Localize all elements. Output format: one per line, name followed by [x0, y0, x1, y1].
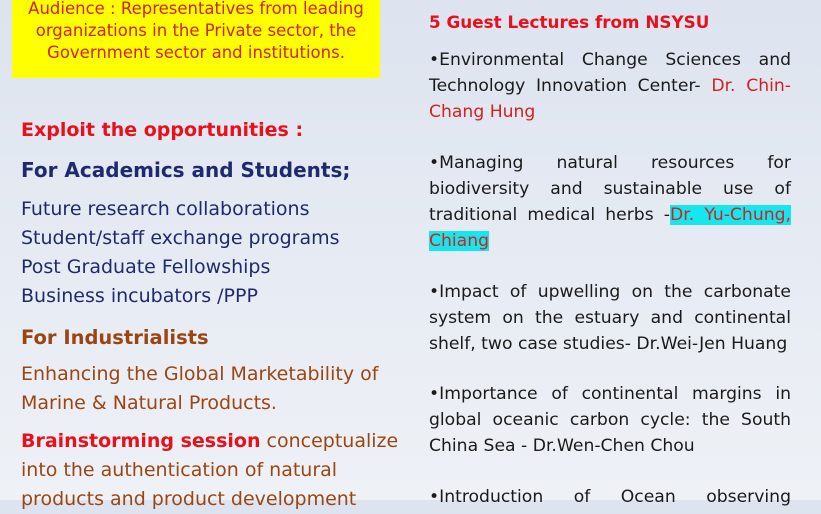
text-line: •Managing natural resources for: [429, 153, 791, 173]
audience-box: [12, 0, 380, 78]
text-line: shelf, two case studies- Dr.Wei-Jen Huang: [429, 334, 788, 354]
speaker-name-highlight: Chiang: [429, 231, 490, 251]
lecture-5: [429, 484, 791, 510]
lecture-2: [429, 150, 791, 254]
text-line: global oceanic carbon cycle: the South: [429, 410, 791, 430]
industrialists-text: [21, 360, 378, 418]
speaker-name: Chang Hung: [429, 102, 536, 122]
text-line: into the authentication of natural: [21, 459, 338, 481]
industrialists-heading: For Industrialists: [21, 326, 209, 349]
lecture-3: [429, 279, 791, 357]
brainstorming-label: Brainstorming session: [21, 430, 261, 452]
guest-lectures-heading: 5 Guest Lectures from NSYSU: [429, 12, 710, 32]
brainstorming-line: [21, 427, 398, 456]
text-line: Enhancing the Global Marketability of: [21, 363, 379, 385]
academics-heading: For Academics and Students;: [21, 158, 351, 182]
audience-line: Audience : Representatives from leading: [28, 0, 364, 18]
academics-list: [21, 195, 340, 311]
audience-line: Government sector and institutions.: [47, 43, 345, 62]
text-line: Technology Innovation Center- Dr. Chin-: [429, 76, 791, 96]
list-item: Business incubators /PPP: [21, 285, 258, 307]
speaker-name-highlight: Dr. Yu-Chung,: [670, 205, 791, 225]
speaker-name: Dr. Chin-: [711, 76, 791, 96]
lecture-4: [429, 381, 791, 459]
text-line: traditional medical herbs -Dr. Yu-Chung,: [429, 205, 791, 225]
text-line: •Environmental Change Sciences and: [429, 50, 791, 70]
text-line: •Impact of upwelling on the carbonate: [429, 282, 791, 302]
text-line: [429, 99, 791, 125]
text-line: •Introduction of Ocean observing: [429, 487, 791, 507]
lecture-1: [429, 47, 791, 125]
text-line: system on the estuary and continental: [429, 308, 791, 328]
text-line: products and product development: [21, 488, 357, 510]
audience-line: organizations in the Private sector, the: [35, 21, 357, 40]
exploit-heading: Exploit the opportunities :: [21, 119, 304, 141]
text-line: [429, 228, 791, 254]
text-line: biodiversity and sustainable use of: [429, 179, 791, 199]
brainstorming-text: [21, 427, 398, 514]
text-line: •Importance of continental margins in: [429, 384, 791, 404]
list-item: Future research collaborations: [21, 198, 310, 220]
list-item: Post Graduate Fellowships: [21, 256, 271, 278]
list-item: Student/staff exchange programs: [21, 227, 340, 249]
text-line: Marine & Natural Products.: [21, 392, 277, 414]
brainstorming-rest: conceptualize: [266, 430, 399, 452]
text-line: China Sea - Dr.Wen-Chen Chou: [429, 436, 695, 456]
